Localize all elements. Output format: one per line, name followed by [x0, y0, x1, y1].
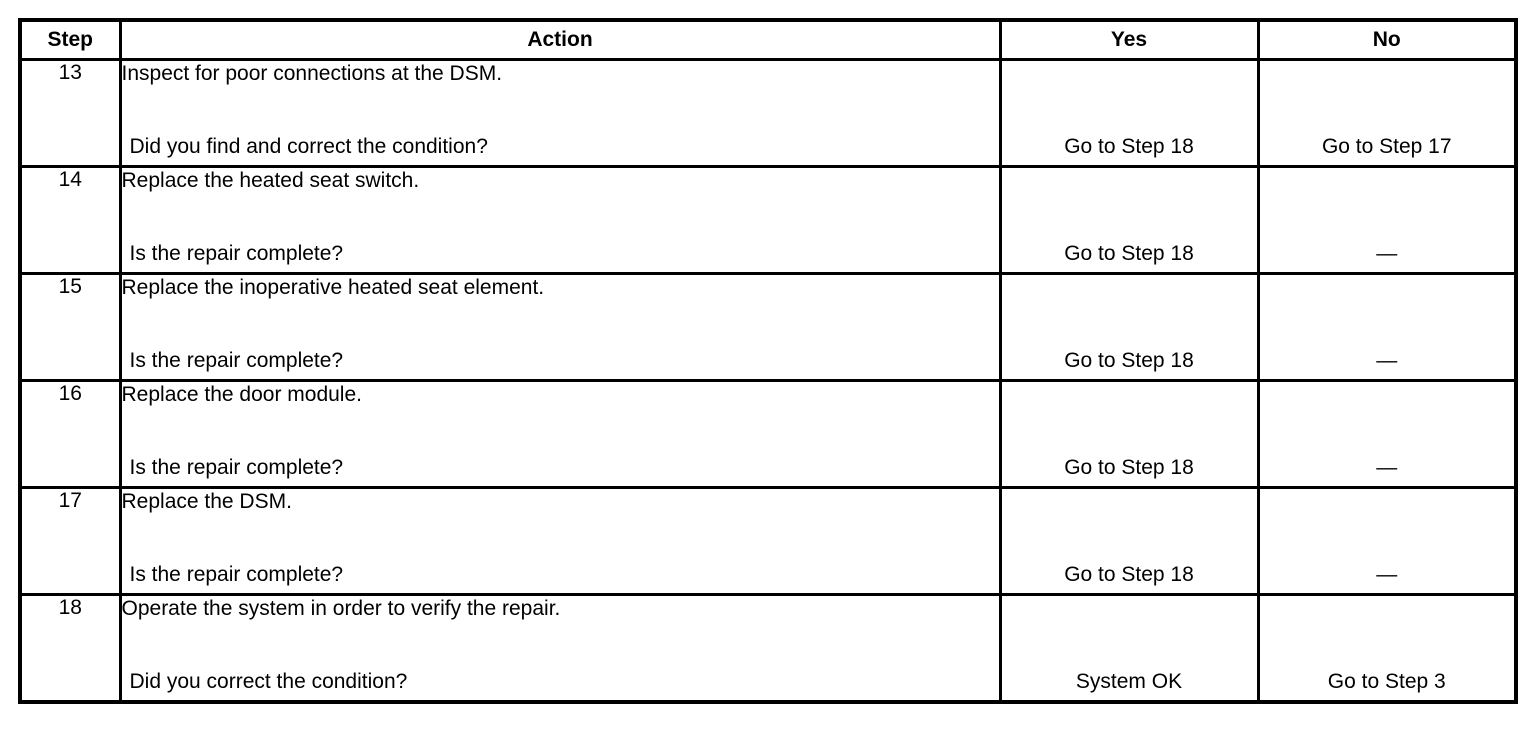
- yes-value: Go to Step 18: [1064, 563, 1194, 586]
- action-question: Is the repair complete?: [129, 563, 344, 586]
- yes-cell: [1000, 381, 1258, 488]
- table-row: [20, 595, 1516, 703]
- no-value: —: [1376, 563, 1398, 586]
- no-value: —: [1376, 242, 1398, 265]
- no-value: Go to Step 3: [1327, 670, 1446, 693]
- no-cell: [1258, 274, 1516, 381]
- table-header: [20, 20, 1516, 60]
- column-header-yes: Yes: [1000, 20, 1258, 60]
- action-cell: [120, 488, 1000, 595]
- action-question: Did you correct the condition?: [129, 670, 408, 693]
- yes-cell: [1000, 167, 1258, 274]
- table-row: [20, 381, 1516, 488]
- step-number: 17: [20, 488, 120, 595]
- action-question: Is the repair complete?: [129, 456, 344, 479]
- yes-cell: [1000, 595, 1258, 703]
- action-instruction: Operate the system in order to verify the repair.: [121, 597, 561, 620]
- column-header-action: Action: [120, 20, 1000, 60]
- table-body: [20, 60, 1516, 703]
- action-cell: [120, 381, 1000, 488]
- table-row: [20, 167, 1516, 274]
- step-number: 15: [20, 274, 120, 381]
- table-row: [20, 274, 1516, 381]
- column-header-step: Step: [20, 20, 120, 60]
- no-value: —: [1376, 349, 1398, 372]
- action-instruction: Replace the inoperative heated seat element.: [121, 276, 545, 299]
- action-question: Did you find and correct the condition?: [129, 135, 488, 158]
- table-header-row: [20, 20, 1516, 60]
- yes-value: Go to Step 18: [1064, 135, 1194, 158]
- action-question: Is the repair complete?: [129, 349, 344, 372]
- yes-value: Go to Step 18: [1064, 242, 1194, 265]
- no-cell: [1258, 488, 1516, 595]
- no-cell: [1258, 167, 1516, 274]
- yes-cell: [1000, 274, 1258, 381]
- step-number: 13: [20, 60, 120, 167]
- no-cell: [1258, 381, 1516, 488]
- no-value: —: [1376, 456, 1398, 479]
- step-number: 16: [20, 381, 120, 488]
- action-cell: [120, 60, 1000, 167]
- action-cell: [120, 167, 1000, 274]
- table-row: [20, 60, 1516, 167]
- diagnostic-steps-table: [18, 18, 1518, 704]
- action-cell: [120, 274, 1000, 381]
- action-instruction: Inspect for poor connections at the DSM.: [121, 62, 503, 85]
- step-number: 18: [20, 595, 120, 703]
- no-cell: [1258, 60, 1516, 167]
- no-value: Go to Step 17: [1321, 135, 1452, 158]
- action-question: Is the repair complete?: [129, 242, 344, 265]
- action-instruction: Replace the door module.: [121, 383, 362, 406]
- action-instruction: Replace the DSM.: [121, 490, 292, 513]
- table-row: [20, 488, 1516, 595]
- action-instruction: Replace the heated seat switch.: [121, 169, 420, 192]
- yes-value: Go to Step 18: [1064, 456, 1194, 479]
- column-header-no: No: [1258, 20, 1516, 60]
- yes-cell: [1000, 60, 1258, 167]
- yes-value: System OK: [1075, 670, 1183, 693]
- step-number: 14: [20, 167, 120, 274]
- yes-value: Go to Step 18: [1064, 349, 1194, 372]
- yes-cell: [1000, 488, 1258, 595]
- action-cell: [120, 595, 1000, 703]
- no-cell: [1258, 595, 1516, 703]
